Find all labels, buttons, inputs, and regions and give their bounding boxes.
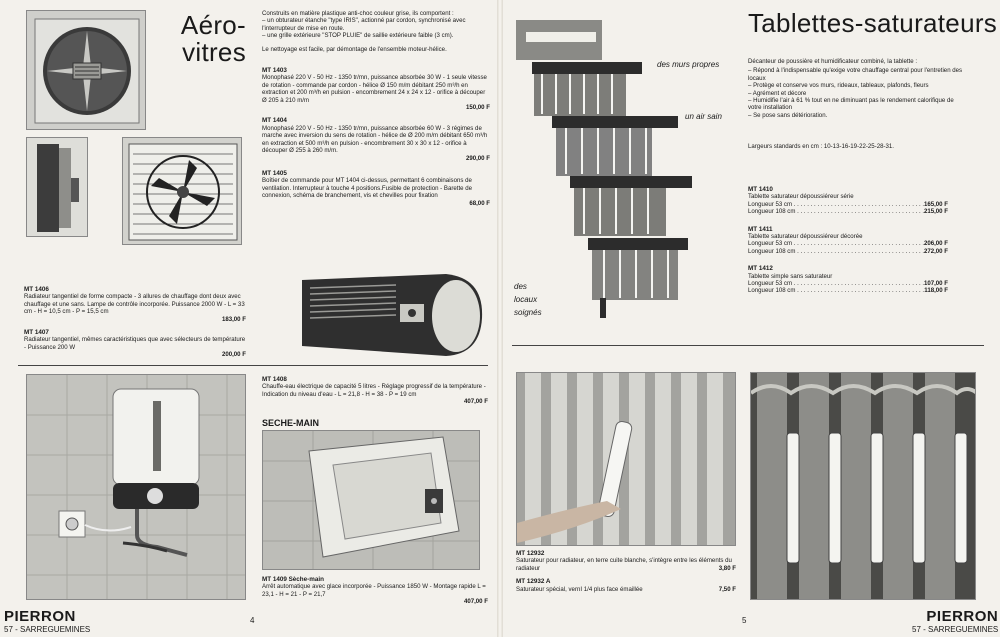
product-code: MT 1409 Sèche-main <box>262 576 324 583</box>
cleaning-note: Le nettoyage est facile, par démontage de l'ensemble moteur-hélice. <box>262 45 447 53</box>
section-divider <box>18 365 488 366</box>
intro-text: Construits en matière plastique anti-choc couleur grise, ils comportent : <box>262 10 454 17</box>
brand-footer-right <box>912 608 998 634</box>
hand-dryer-icon <box>263 431 480 570</box>
product-code: MT 1412 <box>748 265 773 273</box>
product-code: MT 12932 <box>516 550 545 557</box>
product-price: 200,00 F <box>221 351 246 359</box>
price-row: Longueur 108 cm . . . 215,00 F <box>748 208 948 215</box>
fan-blades-icon <box>123 138 242 245</box>
page-gutter <box>497 0 503 637</box>
fan-grille-icon <box>27 11 146 130</box>
product-code: MT 1403 <box>262 67 287 75</box>
tablettes-prices-block <box>748 180 948 295</box>
benefit-item: – Protège et conserve vos murs, rideaux, tableaux, plafonds, fleurs <box>748 82 964 89</box>
price-row: Longueur 53 cm . . . 165,00 F <box>748 201 948 208</box>
caption-line: locaux <box>514 295 538 304</box>
caption-locaux-soignes <box>514 280 542 319</box>
chauffe-eau-block <box>262 370 488 406</box>
seche-main-title: SECHE-MAIN <box>262 418 320 428</box>
price-row: Longueur 53 cm . . . 107,00 F <box>748 280 948 287</box>
standard-widths: Largeurs standards en cm : 10-13-16-19-22-25-28-31. <box>748 143 894 151</box>
product-code: MT 1410 <box>748 186 773 193</box>
product-code: MT 1408 <box>262 376 287 383</box>
product-price: 68,00 F <box>469 199 490 207</box>
product-description: Monophasé 220 V - 50 Hz - 1350 tr/mn, puissance absorbée 60 W - 3 régimes de marche avec inversion du sens de rotation - hélice de Ø 200 m/m débitant 650 m³/h en extraction et 500 m³/h en pulsion - encombrement 30 x 30 x 12 - orifice à découper Ø 255 à 260 m/m. <box>262 124 488 155</box>
aerovitre-grille-photo <box>122 137 242 245</box>
section-divider <box>512 345 984 346</box>
brand-footer-left <box>4 608 90 634</box>
chauffe-eau-photo <box>26 374 246 600</box>
saturateur-block <box>516 550 736 593</box>
radiator-shelves-icon <box>512 10 692 320</box>
seche-main-photo <box>262 430 480 570</box>
caption-line: soignés <box>514 308 542 317</box>
price-row: Longueur 53 cm . . . 206,00 F <box>748 240 948 247</box>
title-line-1: Aéro- <box>180 10 246 40</box>
caption-line: des <box>514 282 527 291</box>
product-description: Tablette simple sans saturateur <box>748 272 833 280</box>
product-description: Radiateur tangentiel, mêmes caractéristiques que avec sélecteurs de température - Puissance 200 W <box>24 336 246 351</box>
product-description: Radiateur tangentiel de forme compacte - 3 allures de chauffage dont deux avec chauffage et une sans. Lampe de contrôle incorporée. Puissance 2000 W - L = 33 cm - H = 10,5 cm - P = 15,5 cm <box>24 293 245 316</box>
product-description: Monophasé 220 V - 50 Hz - 1350 tr/mn, puissance absorbée 30 W - 1 seule vitesse de rotation - commande par cordon - hélice Ø 150 m/m débitant 250 m³/h en extraction et 200 m³/h en pulsion - encombrement 24 x 24 x 12 - orifice à découper Ø 205 à 210 m/m <box>262 74 487 104</box>
radiator-saturator-icon <box>517 373 736 546</box>
product-price: 290,00 F <box>465 154 490 162</box>
caption-air-sain: un air sain <box>685 112 722 121</box>
product-code: MT 12932 A <box>516 578 551 586</box>
benefit-item: – Répond à l'indispensable qu'exige votre chauffage central pour l'entretien des locaux <box>748 67 964 82</box>
aerovitre-side-photo <box>26 137 88 237</box>
benefit-item: – Se pose sans détérioration. <box>748 112 964 119</box>
product-price: 150,00 F <box>465 104 490 112</box>
product-code: MT 1407 <box>24 329 49 337</box>
product-description-row: Saturateur pour radiateur, en terre cuite blanche, s'intègre entre les éléments du radiateur 3,80 F <box>516 557 736 572</box>
product-description: Tablette saturateur dépoussiéreur série <box>748 193 854 201</box>
product-description: Arrêt automatique avec glace incorporée - Puissance 1850 W - Montage rapide L = 23,1 - H = 21 - P = 21,7 <box>262 583 486 598</box>
product-description: Tablette saturateur dépoussiéreur décorée <box>748 233 863 241</box>
intro-item: – un obturateur étanche "type IRIS", actionné par cordon, synchronisé avec l'interrupteur de mise en route. <box>262 17 490 32</box>
price-row: Longueur 108 cm . . . 272,00 F <box>748 248 948 255</box>
radiator-closeup-icon <box>751 373 976 600</box>
product-price: 407,00 F <box>463 598 488 606</box>
price-row: Longueur 108 cm . . . 118,00 F <box>748 287 948 294</box>
radiateur-photo <box>296 270 486 362</box>
section-title-aerovitres <box>176 12 246 66</box>
product-code: MT 1404 <box>262 117 287 125</box>
product-description: Chauffe-eau électrique de capacité 5 litres - Réglage progressif de la température - Indication du niveau d'eau - L = 21,8 - H = 38 - P = 19 cm <box>262 383 486 398</box>
product-description-row: Saturateur spécial, vernI 1/4 plus face émaillée 7,50 F <box>516 585 736 593</box>
title-line-2: vitres <box>182 37 246 67</box>
intro-text: Décanteur de poussière et humidificateur combiné, la tablette : <box>748 58 918 65</box>
tablettes-intro-block <box>748 58 964 151</box>
brand-logo: PIERRON <box>926 608 999 625</box>
section-title-tablettes: Tablettes-saturateurs <box>748 8 998 38</box>
brand-location: 57 - SARREGUEMINES <box>912 625 999 634</box>
product-code: MT 1406 <box>24 286 49 293</box>
brand-logo: PIERRON <box>4 608 76 625</box>
product-price: 183,00 F <box>221 315 246 323</box>
seche-main-block <box>262 576 488 606</box>
intro-item: – une grille extérieure "STOP PLUIE" de saillie extérieure faible (3 cm). <box>262 32 490 39</box>
benefit-item: – Agrément et décore <box>748 90 964 97</box>
product-price: 407,00 F <box>463 398 488 406</box>
brand-location: 57 - SARREGUEMINES <box>4 625 91 634</box>
radiateur-block <box>24 280 246 359</box>
saturateur-photo <box>516 372 736 546</box>
caption-murs-propres: des murs propres <box>657 60 720 69</box>
page-number: 5 <box>742 616 747 625</box>
page-number: 4 <box>250 616 255 625</box>
product-code: MT 1405 <box>262 169 287 177</box>
catalog-page-right <box>502 0 1000 637</box>
aerovitre-front-photo <box>26 10 146 130</box>
benefit-item: – Humidifie l'air à 61 % tout en ne diminuant pas le rendement calorifique de votre installation <box>748 97 964 112</box>
fan-side-icon <box>27 138 88 237</box>
catalog-page-left <box>0 0 498 637</box>
heater-icon <box>296 270 486 362</box>
product-code: MT 1411 <box>748 225 773 233</box>
tablettes-photo <box>512 10 692 320</box>
saturateurs-closeup-photo <box>750 372 976 600</box>
product-description: Boîtier de commande pour MT 1404 ci-dessus, permettant 6 combinaisons de ventilation. Interrupteur à touche 4 positions.Fusible de protection - Barette de connexion, schéma de branchement, vis et chevilles pour fixation <box>262 177 473 200</box>
water-heater-icon <box>27 375 246 600</box>
aerovitre-intro-block <box>262 10 490 207</box>
